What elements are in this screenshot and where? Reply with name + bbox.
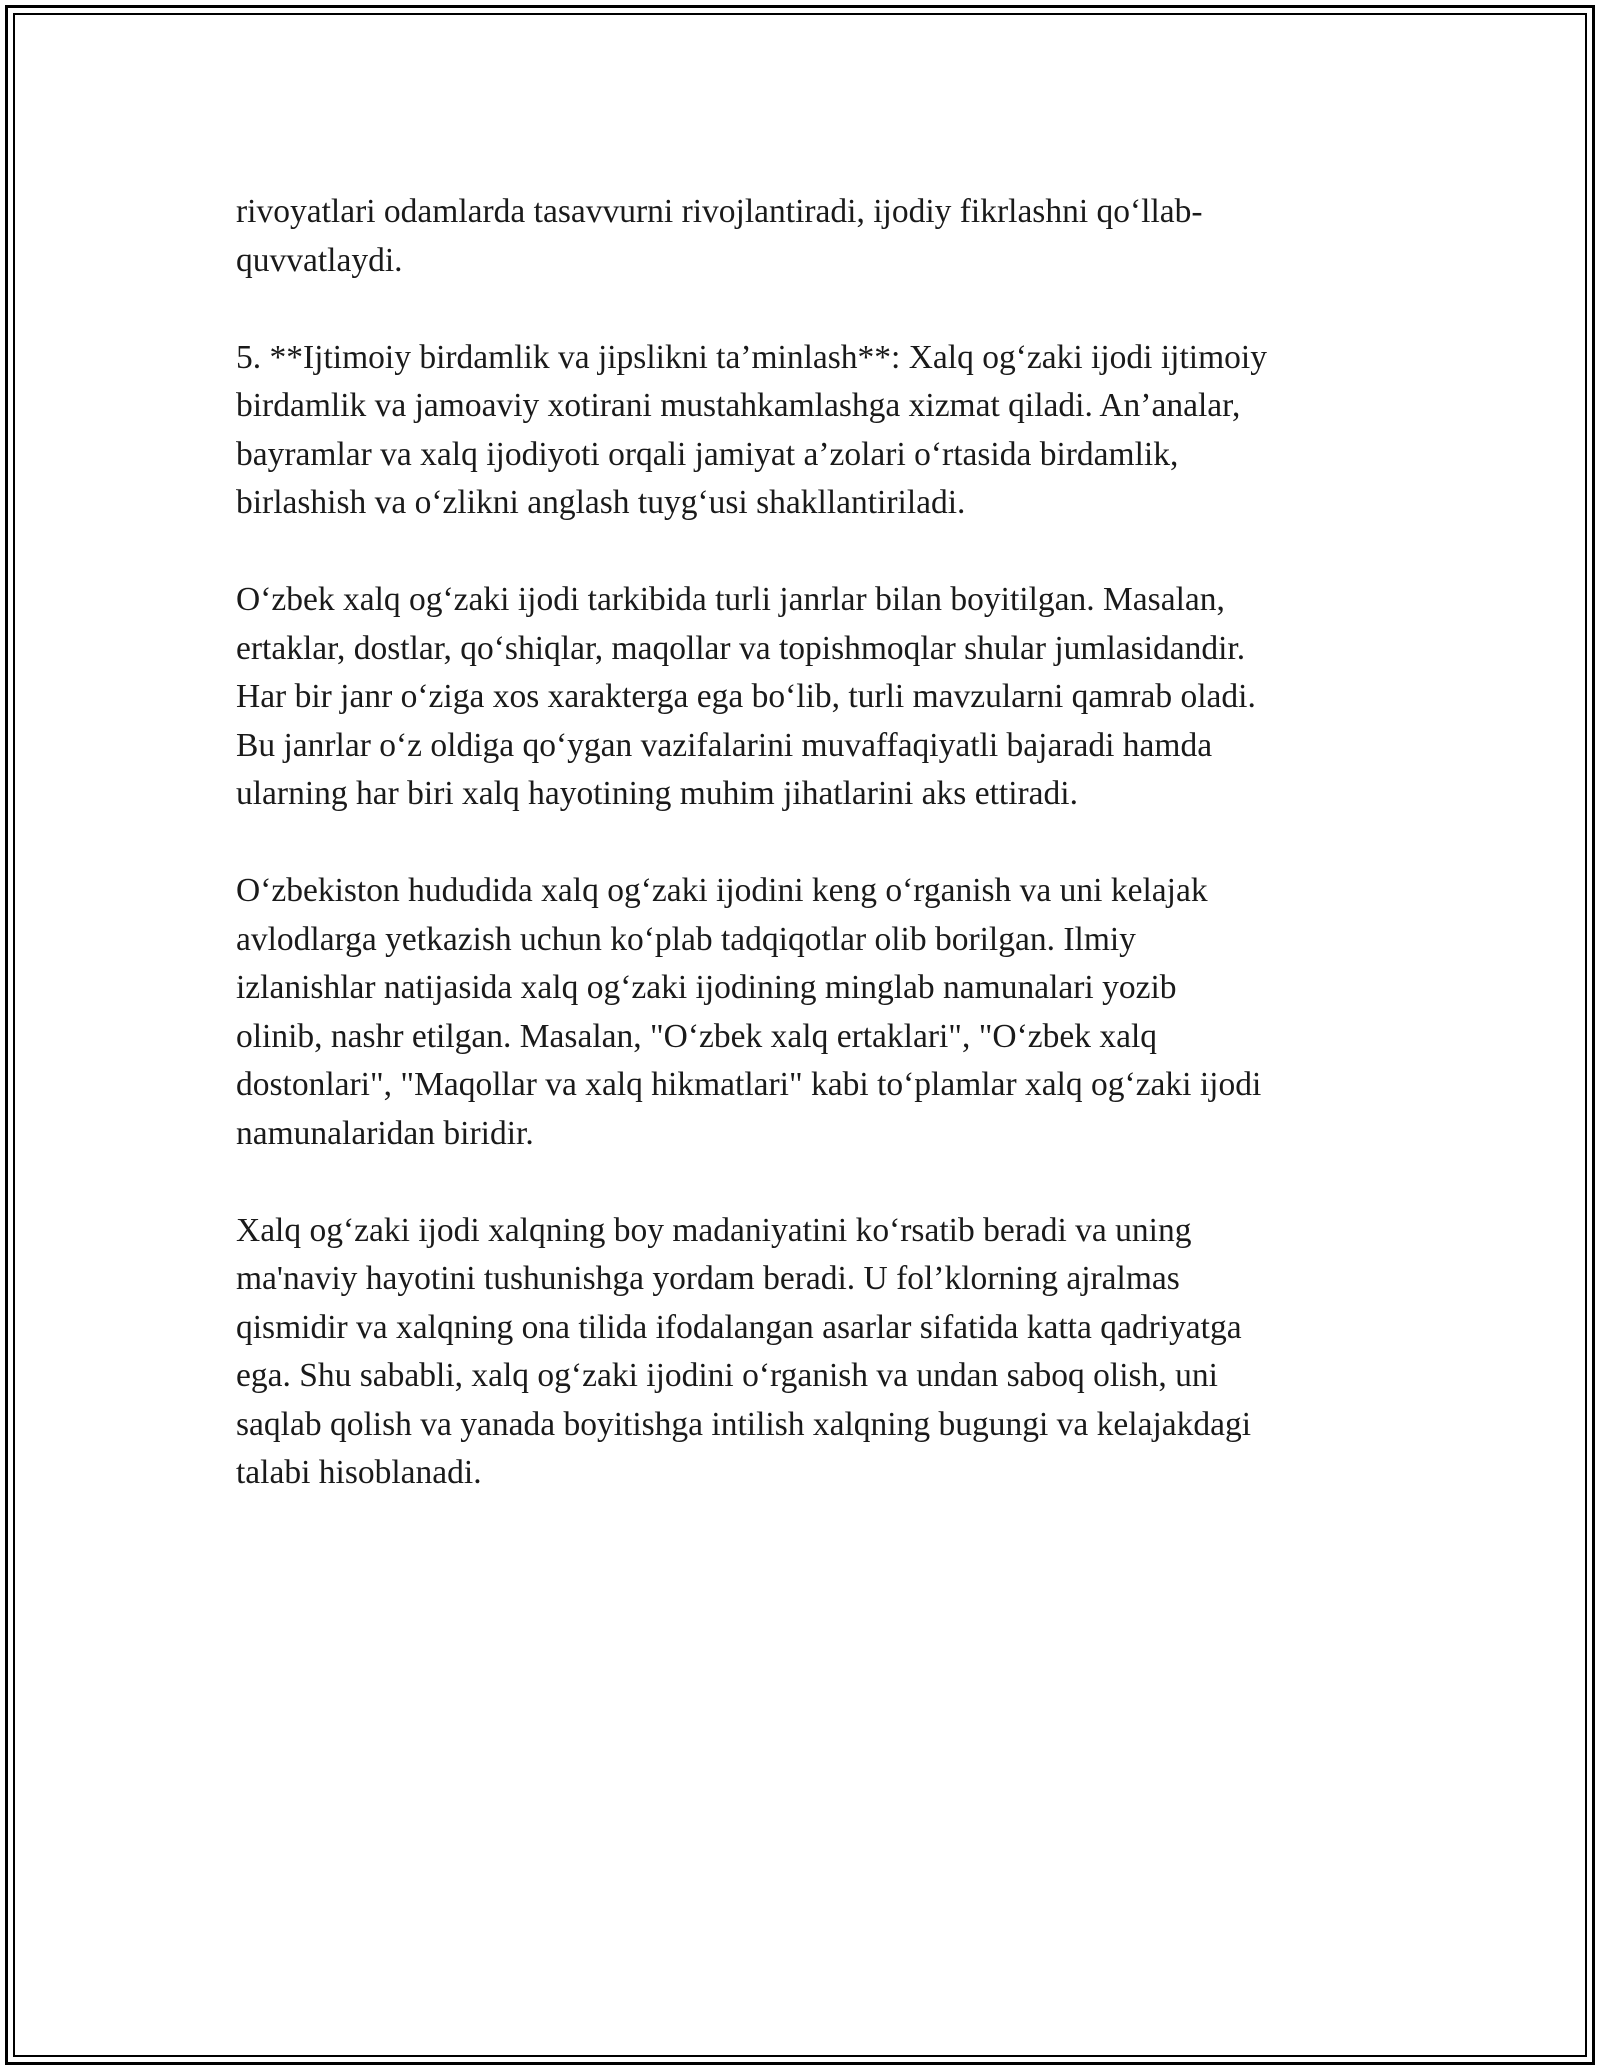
paragraph-research: O‘zbekiston hududida xalq og‘zaki ijodini keng o‘rganish va uni kelajak avlodlarga yetkazish uchun ko‘plab tadqiqotlar olib borilgan. Ilmiy izlanishlar natijasida xalq og‘zaki ijodining minglab namunalari yozib olinib, nashr etilgan. Masalan, "O‘zbek xalq ertaklari", "O‘zbek xalq dostonlari", "Maqollar va xalq hikmatlari" kabi to‘plamlar xalq og‘zaki ijodi namunalaridan biridir. xyxy=(236,872,1262,1152)
paragraph-social-unity: 5. **Ijtimoiy birdamlik va jipslikni ta’minlash**: Xalq og‘zaki ijodi ijtimoiy birdamlik va jamoaviy xotirani mustahkamlashga xizmat qiladi. An’analar, bayramlar va xalq ijodiyoti orqali jamiyat a’zolari o‘rtasida birdamlik, birlashish va o‘zlikni anglash tuyg‘usi shakllantiriladi. xyxy=(236,338,1267,521)
paragraph-conclusion: Xalq og‘zaki ijodi xalqning boy madaniyatini ko‘rsatib beradi va uning ma'naviy hayotini tushunishga yordam beradi. U fol’klorning ajralmas qismidir va xalqning ona tilida ifodalangan asarlar sifatida katta qadriyatga ega. Shu sababli, xalq og‘zaki ijodini o‘rganish va undan saboq olish, uni saqlab qolish va yanada boyitishga intilish xalqning bugungi va kelajakdagi talabi hisoblanadi. xyxy=(236,1211,1252,1491)
paragraph-imagination-continuation: rivoyatlari odamlarda tasavvurni rivojlantiradi, ijodiy fikrlashni qo‘llab- quvvatlaydi. xyxy=(236,193,1203,279)
paragraph-genres: O‘zbek xalq og‘zaki ijodi tarkibida turli janrlar bilan boyitilgan. Masalan, ertaklar, dostlar, qo‘shiqlar, maqollar va topishmoqlar shular jumlasidandir. Har bir janr o‘ziga xos xarakterga ega bo‘lib, turli mavzularni qamrab oladi. Bu janrlar o‘z oldiga qo‘ygan vazifalarini muvaffaqiyatli bajaradi hamda ularning har biri xalq hayotining muhim jihatlarini aks ettiradi. xyxy=(236,581,1256,812)
document-body xyxy=(236,188,1386,1546)
